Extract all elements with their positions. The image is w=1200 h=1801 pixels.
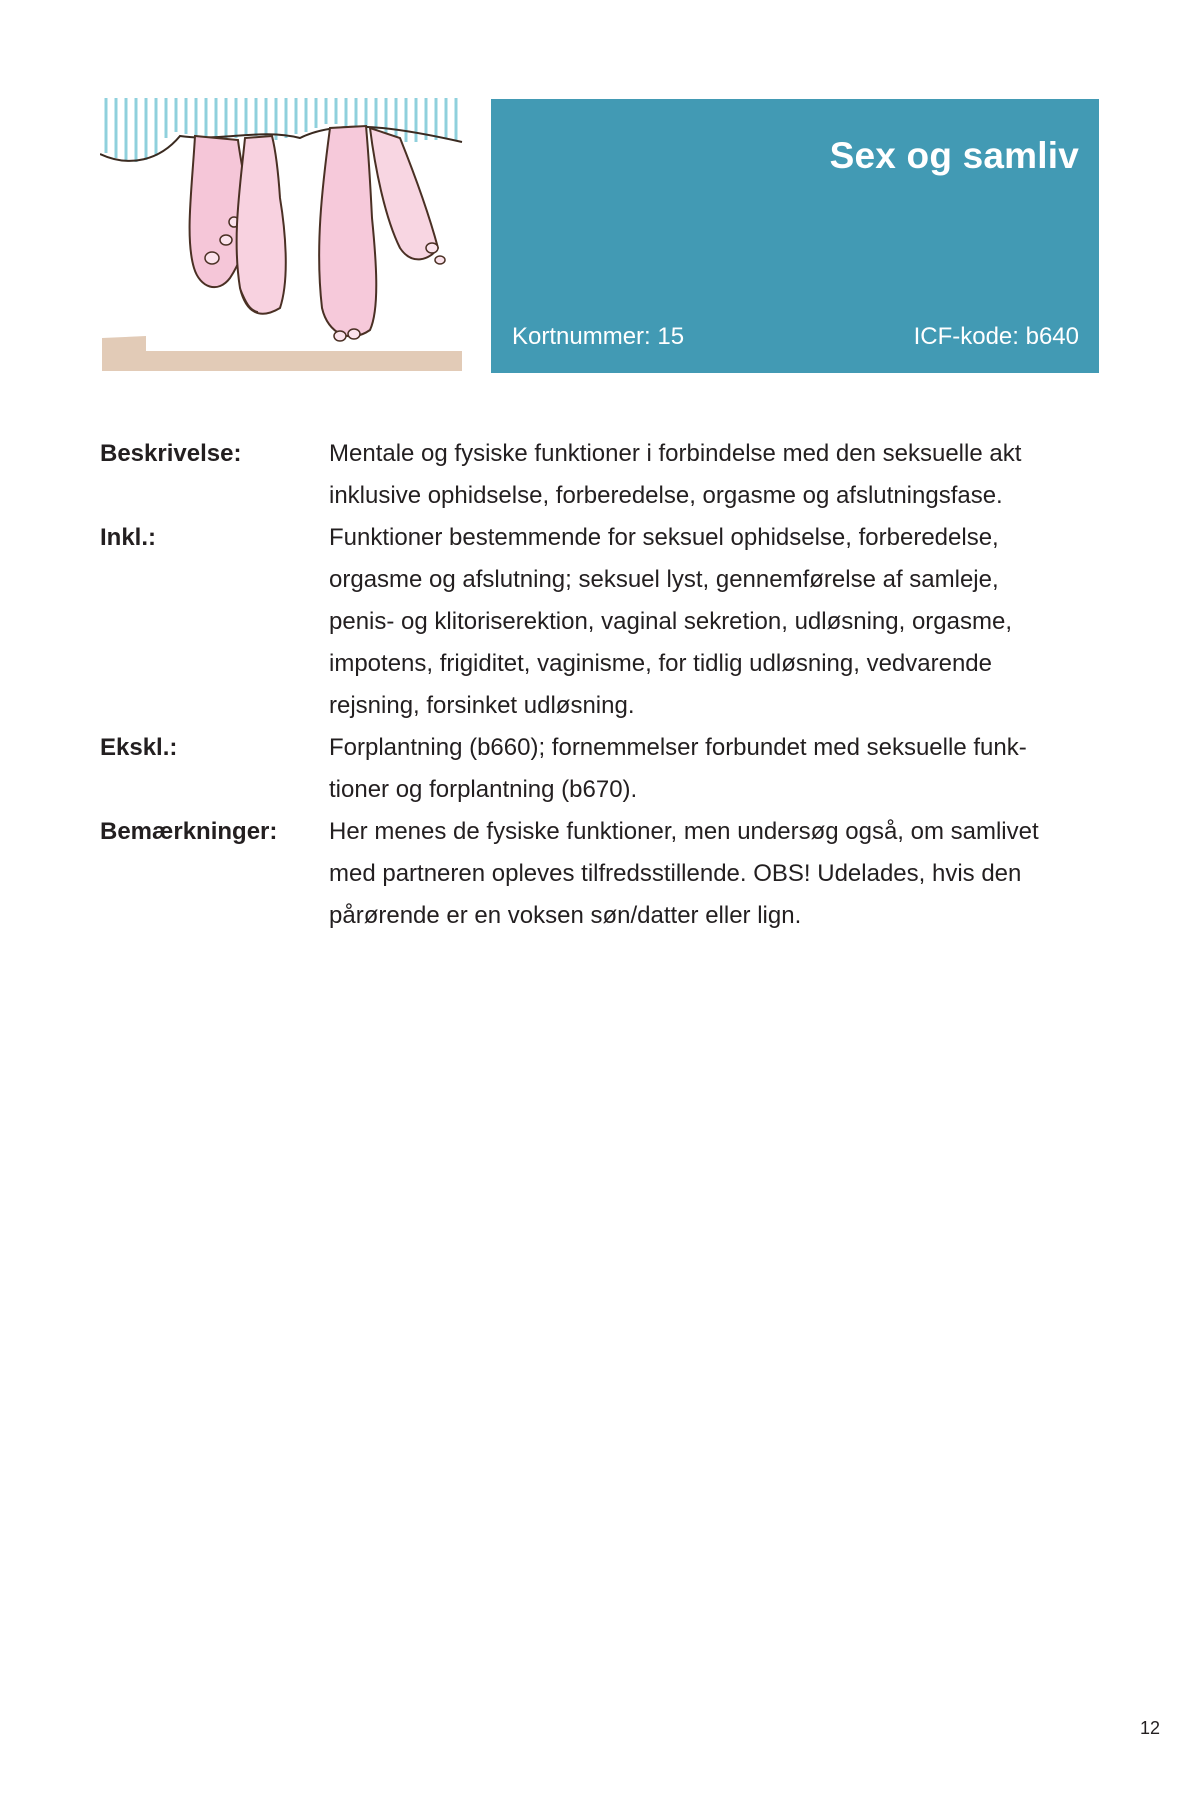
card-title: Sex og samliv <box>829 135 1079 176</box>
entry-text: Mentale og fysiske funktioner i forbindelse med den seksuelle akt inklusive ophidselse, forberedelse, orgasme og afslutningsfase. <box>329 440 1022 509</box>
entry-remarks <box>100 811 1100 937</box>
card-meta <box>512 323 1079 351</box>
entry-label: Inkl.: <box>100 524 157 551</box>
page-number: 12 <box>1139 1718 1160 1738</box>
card-content <box>100 433 1100 937</box>
entry-label: Bemærkninger: <box>100 818 278 845</box>
feet-under-blanket-icon <box>100 98 464 374</box>
entry-inclusions <box>100 517 1100 727</box>
card-number: Kortnummer: 15 <box>512 323 685 350</box>
feet-illustration <box>100 98 464 374</box>
entry-label: Ekskl.: <box>100 734 178 761</box>
entry-label: Beskrivelse: <box>100 440 242 467</box>
entry-description <box>100 433 1100 517</box>
entry-text: Forplantning (b660); fornemmelser forbundet med seksuelle funk- tioner og forplantning (b670). <box>329 734 1027 803</box>
card-header <box>491 99 1099 373</box>
entry-text: Her menes de fysiske funktioner, men undersøg også, om samlivet med partneren opleves tilfredsstillende. OBS! Udelades, hvis den pårørende er en voksen søn/datter eller lign. <box>329 818 1039 929</box>
entry-exclusions <box>100 727 1100 811</box>
entry-text: Funktioner bestemmende for seksuel ophidselse, forberedelse, orgasme og afslutning; seksuel lyst, gennemførelse af samleje, penis- og klitoriserektion, vaginal sekretion, udløsning, orgasme, impotens, frigiditet, vaginisme, for tidlig udløsning, vedvarende rejsning, forsinket udløsning. <box>329 524 1013 719</box>
icf-code: ICF-kode: b640 <box>913 323 1079 350</box>
